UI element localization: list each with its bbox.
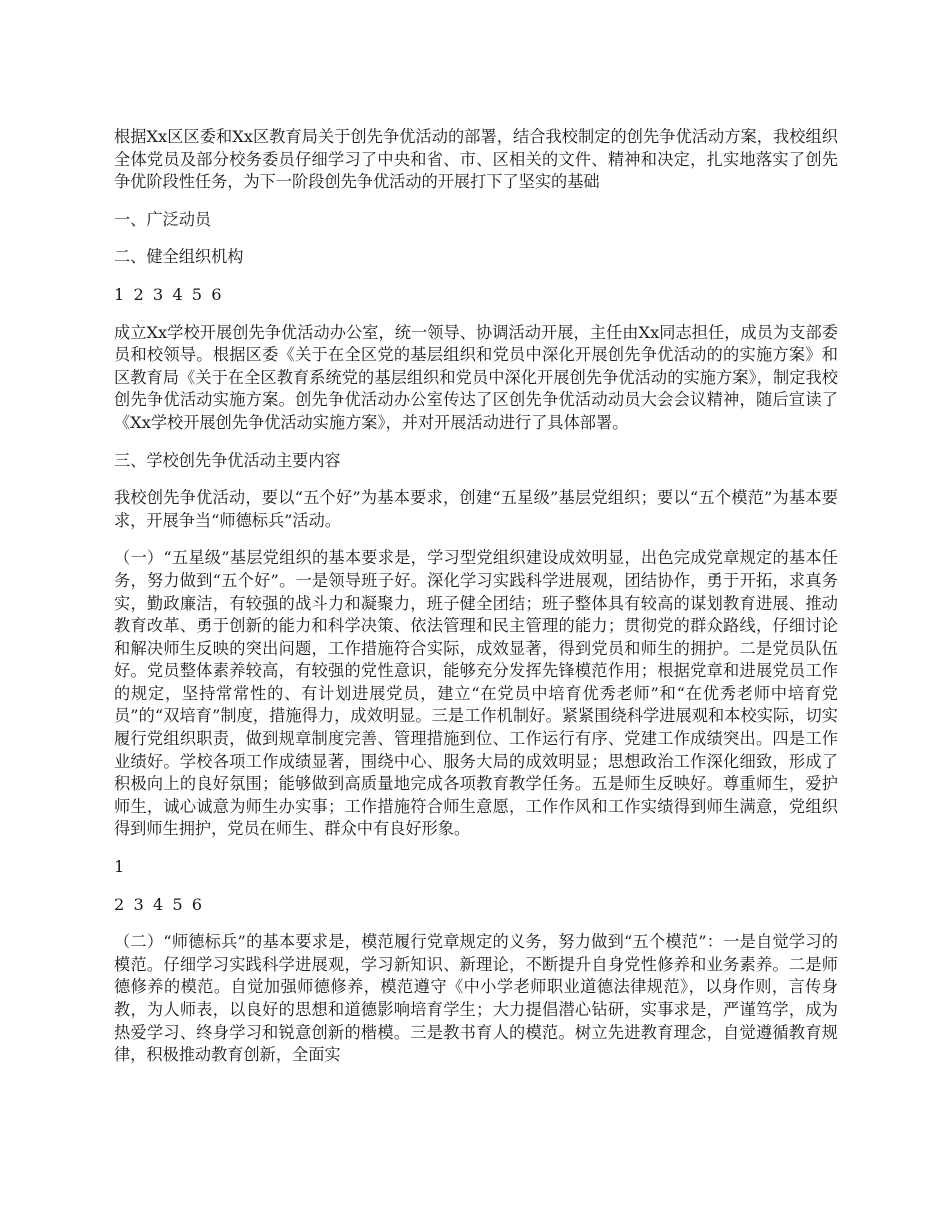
document-body [114,126,838,1082]
page-number-single: 1 [114,857,127,877]
five-star-paragraph: （一）“五星级”基层党组织的基本要求是，学习型党组织建设成效明显，出色完成党章规定的基本任务，努力做到“五个好”。一是领导班子好。深化学习实践科学进展观，团结协作，勇于开拓，求真务实，勤政廉洁，有较强的战斗力和凝聚力，班子健全团结；班子整体具有较高的谋划教育进展、推动教育改革、勇于创新的能力和科学决策、依法管理和民主管理的能力；贯彻党的群众路线，仔细讨论和解决师生反映的突出问题，工作措施符合实际，成效显著，得到党员和师生的拥护。二是党员队伍好。党员整体素养较高，有较强的党性意识，能够充分发挥先锋模范作用；根据党章和进展党员工作的规定，坚持常常性的、有计划进展党员，建立“在党员中培育优秀老师”和“在优秀老师中培育党员”的“双培育”制度，措施得力，成效明显。三是工作机制好。紧紧围绕科学进展观和本校实际，切实履行党组织职责，做到规章制度完善、管理措施到位、工作运行有序、党建工作成绩突出。四是工作业绩好。学校各项工作成绩显著，围绕中心、服务大局的成效明显；思想政治工作深化细致，形成了积极向上的良好氛围；能够做到高质量地完成各项教育教学任务。五是师生反映好。尊重师生，爱护师生，诚心诚意为师生办实事；工作措施符合师生意愿，工作作风和工作实绩得到师生满意，党组织得到师生拥护，党员在师生、群众中有良好形象。 [114,548,838,839]
organization-paragraph: 成立Xx学校开展创先争优活动办公室，统一领导、协调活动开展，主任由Xx同志担任，成员为支部委员和校领导。根据区委《关于在全区党的基层组织和党员中深化开展创先争优活动的的实施方案》和区教育局《关于在全区教育系统党的基层组织和党员中深化开展创先争优活动的实施方案》，制定我校创先争优活动实施方案。创先争优活动办公室传达了区创先争优活动动员大会会议精神，随后宣读了《Xx学校开展创先争优活动实施方案》，并对开展活动进行了具体部署。 [114,322,838,432]
content-paragraph: 我校创先争优活动，要以“五个好”为基本要求，创建“五星级”基层党组织；要以“五个模范”为基本要求，开展争当“师德标兵”活动。 [114,488,838,530]
section-heading-2: 二、健全组织机构 [114,247,244,267]
model-teacher-paragraph: （二）“师德标兵”的基本要求是，模范履行党章规定的义务，努力做到“五个模范”：一是自觉学习的模范。仔细学习实践科学进展观，学习新知识、新理论，不断提升自身党性修养和业务素养。二是师德修养的模范。自觉加强师德修养，模范遵守《中小学老师职业道德法律规范》，以身作则，言传身教，为人师表，以良好的思想和道德影响培育学生；大力提倡潜心钻研，实事求是，严谨笃学，成为热爱学习、终身学习和锐意创新的楷模。三是教书育人的模范。树立先进教育理念，自觉遵循教育规律，积极推动教育创新，全面实 [114,932,838,1065]
intro-paragraph: 根据Xx区区委和Xx区教育局关于创先争优活动的部署，结合我校制定的创先争优活动方案，我校组织全体党员及部分校务委员仔细学习了中央和省、市、区相关的文件、精神和决定，扎实地落实了创先争优阶段性任务，为下一阶段创先争优活动的开展打下了坚实的基础 [114,127,838,192]
section-heading-1: 一、广泛动员 [114,209,212,229]
page-numbers-1: 1 2 3 4 5 6 [114,284,224,304]
section-heading-3: 三、学校创先争优活动主要内容 [114,450,341,470]
page-numbers-2: 2 3 4 5 6 [114,894,205,914]
